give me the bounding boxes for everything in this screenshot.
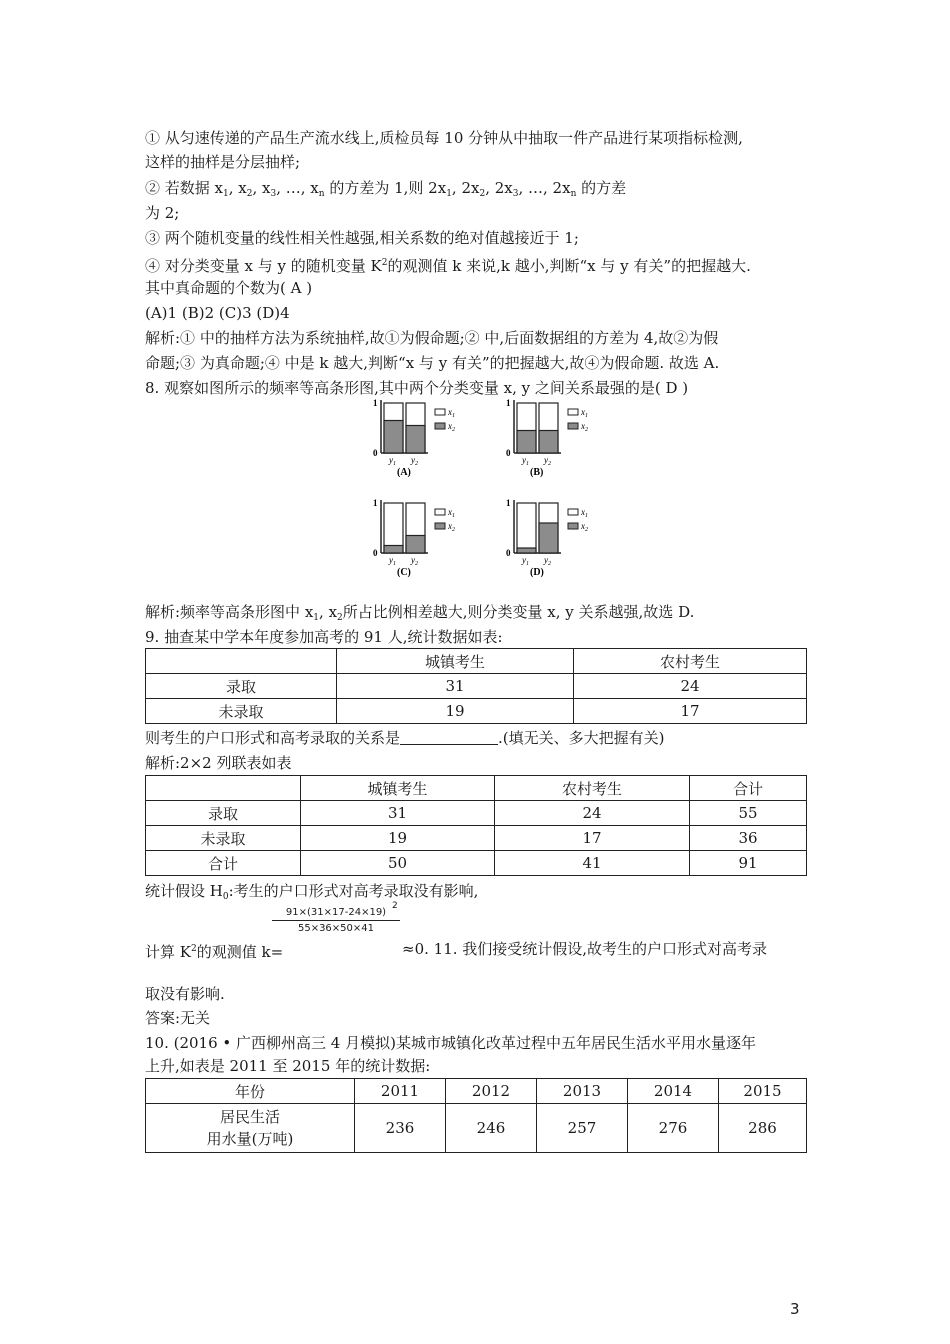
table-cell: 55	[690, 801, 807, 826]
bar-x2-segment	[539, 431, 558, 454]
page-number: 3	[790, 1300, 800, 1318]
tick-label-1: 1	[506, 498, 511, 508]
table-header-cell: 2012	[446, 1079, 537, 1104]
bar-x2-segment	[406, 426, 425, 454]
category-label: $y_1$	[389, 555, 396, 567]
formula-numerator: 91×(31×17-24×19)	[272, 907, 400, 921]
table-header-cell: 农村考生	[495, 776, 690, 801]
legend-x2-swatch	[568, 523, 578, 529]
legend-x1-swatch	[568, 509, 578, 515]
table-header-cell: 2011	[355, 1079, 446, 1104]
q7-statement-3: ③ 两个随机变量的线性相关性越强,相关系数的绝对值越接近于 1;	[145, 229, 579, 247]
category-label: $y_1$	[522, 455, 529, 467]
tick-label-0: 0	[373, 548, 378, 558]
panel-label: (C)	[397, 567, 411, 578]
table-cell: 50	[301, 851, 495, 876]
frequency-bar-figure	[360, 395, 600, 585]
q9-table-2	[145, 775, 807, 876]
tick-label-1: 1	[373, 398, 378, 408]
q9-ask: 则考生的户口形式和高考录取的关系是 .(填无关、多大把握有关)	[145, 729, 665, 747]
table-cell: 17	[495, 826, 690, 851]
legend-x1-label: $x_1$	[581, 407, 588, 419]
table-cell: 录取	[146, 801, 301, 826]
formula-exponent: 2	[392, 901, 398, 911]
bar-x2-segment	[384, 546, 403, 554]
bar-x1-segment	[517, 503, 536, 553]
q9-calc-label: 计算 $K^2$的观测值 k=	[145, 943, 284, 961]
legend-x1-label: $x_1$	[581, 507, 588, 519]
tick-label-0: 0	[506, 548, 511, 558]
table-header-cell: 城镇考生	[301, 776, 495, 801]
q7-options: (A)1 (B)2 (C)3 (D)4	[145, 304, 290, 322]
table-header-cell: 农村考生	[574, 649, 807, 674]
q8-stem: 8. 观察如图所示的频率等高条形图,其中两个分类变量 x, y 之间关系最强的是( D )	[145, 379, 689, 397]
table-row	[146, 801, 807, 826]
bar-x2-segment	[384, 421, 403, 454]
q7-analysis-2: 命题;③ 为真命题;④ 中是 k 越大,判断“x 与 y 有关”的把握越大,故④为假命题. 故选 A.	[145, 354, 720, 372]
legend-x1-swatch	[435, 509, 445, 515]
panel-label: (B)	[530, 467, 544, 478]
panel-label: (A)	[397, 467, 411, 478]
table-cell: 19	[337, 699, 574, 724]
category-label: $y_2$	[544, 455, 551, 467]
category-label: $y_2$	[411, 455, 418, 467]
table-cell: 286	[719, 1104, 807, 1153]
q9-calc-conclusion: 取没有影响.	[145, 985, 225, 1003]
legend-x2-swatch	[435, 523, 445, 529]
table-cell: 91	[690, 851, 807, 876]
q7-statement-1a: ① 从匀速传递的产品生产流水线上,质检员每 10 分钟从中抽取一件产品进行某项指标检测,	[145, 129, 743, 147]
q9-table-1	[145, 648, 807, 724]
table-row	[146, 1104, 807, 1153]
q7-statement-4: ④ 对分类变量 x 与 y 的随机变量 $K^2$的观测值 k 来说,k 越小,判断“x 与 y 有关”的把握越大.	[145, 257, 751, 275]
figure-svg	[360, 395, 600, 585]
legend-x2-swatch	[435, 423, 445, 429]
table-cell: 17	[574, 699, 807, 724]
table-cell: 246	[446, 1104, 537, 1153]
table-row	[146, 826, 807, 851]
table-row	[146, 674, 807, 699]
table-header-cell	[146, 776, 301, 801]
category-label: $y_1$	[389, 455, 396, 467]
category-label: $y_1$	[522, 555, 529, 567]
table-header-cell: 合计	[690, 776, 807, 801]
table-cell: 257	[537, 1104, 628, 1153]
table-row-label: 居民生活 用水量(万吨)	[146, 1104, 355, 1153]
q7-statement-1b: 这样的抽样是分层抽样;	[145, 153, 301, 171]
q9-hypothesis: 统计假设 $H_0$:考生的户口形式对高考录取没有影响,	[145, 882, 479, 902]
table-cell: 31	[301, 801, 495, 826]
legend-x2-label: $x_2$	[448, 421, 455, 433]
table-header-cell: 2013	[537, 1079, 628, 1104]
panel-label: (D)	[530, 567, 544, 578]
table-header-cell: 2015	[719, 1079, 807, 1104]
q10-stem-2: 上升,如表是 2011 至 2015 年的统计数据:	[145, 1057, 431, 1075]
table-cell: 未录取	[146, 826, 301, 851]
table-header-cell: 2014	[628, 1079, 719, 1104]
table-cell: 24	[495, 801, 690, 826]
table-cell: 录取	[146, 674, 337, 699]
table-cell: 24	[574, 674, 807, 699]
legend-x1-swatch	[568, 409, 578, 415]
bar-x2-segment	[517, 431, 536, 454]
table-cell: 36	[690, 826, 807, 851]
q7-statement-2b: 为 2;	[145, 204, 180, 222]
q8-analysis: 解析:频率等高条形图中 $x_1$, $x_2$所占比例相差越大,则分类变量 x, y 关系越强,故选 D.	[145, 603, 695, 623]
q10-table	[145, 1078, 807, 1153]
table-cell: 31	[337, 674, 574, 699]
q9-calc-result: ≈0. 11. 我们接受统计假设,故考生的户口形式对高考录	[402, 940, 768, 958]
q7-analysis-1: 解析:① 中的抽样方法为系统抽样,故①为假命题;② 中,后面数据组的方差为 4,故②为假	[145, 329, 719, 347]
q7-statement-2: ② 若数据 $x_1$, $x_2$, $x_3$, …, $x_n$ 的方差为 1,则 $2x_1$, $2x_2$, $2x_3$, …, $2x_n$ 的方差	[145, 179, 627, 199]
table-cell: 236	[355, 1104, 446, 1153]
legend-x1-label: $x_1$	[448, 407, 455, 419]
formula-denominator: 55×36×50×41	[297, 923, 375, 934]
legend-x2-label: $x_2$	[448, 521, 455, 533]
legend-x2-label: $x_2$	[581, 521, 588, 533]
table-cell: 合计	[146, 851, 301, 876]
bar-x2-segment	[406, 536, 425, 554]
answer-blank	[400, 730, 498, 745]
k-squared-formula	[272, 901, 400, 934]
table-cell: 41	[495, 851, 690, 876]
legend-x1-label: $x_1$	[448, 507, 455, 519]
category-label: $y_2$	[544, 555, 551, 567]
table-header-cell: 年份	[146, 1079, 355, 1104]
table-row	[146, 851, 807, 876]
legend-x2-label: $x_2$	[581, 421, 588, 433]
q9-answer: 答案:无关	[145, 1009, 211, 1027]
bar-x2-segment	[539, 523, 558, 553]
legend-x1-swatch	[435, 409, 445, 415]
tick-label-1: 1	[373, 498, 378, 508]
table-row	[146, 699, 807, 724]
table-cell: 19	[301, 826, 495, 851]
q10-stem-1: 10. (2016 • 广西柳州高三 4 月模拟)某城市城镇化改革过程中五年居民生活水平用水量逐年	[145, 1034, 756, 1052]
tick-label-0: 0	[506, 448, 511, 458]
bar-x2-segment	[517, 548, 536, 553]
legend-x2-swatch	[568, 423, 578, 429]
q7-question: 其中真命题的个数为( A )	[145, 279, 313, 297]
table-header-cell	[146, 649, 337, 674]
tick-label-1: 1	[506, 398, 511, 408]
q9-stem: 9. 抽查某中学本年度参加高考的 91 人,统计数据如表:	[145, 628, 503, 646]
q9-analysis-head: 解析:2×2 列联表如表	[145, 754, 292, 772]
category-label: $y_2$	[411, 555, 418, 567]
table-cell: 276	[628, 1104, 719, 1153]
table-header-cell: 城镇考生	[337, 649, 574, 674]
table-cell: 未录取	[146, 699, 337, 724]
tick-label-0: 0	[373, 448, 378, 458]
